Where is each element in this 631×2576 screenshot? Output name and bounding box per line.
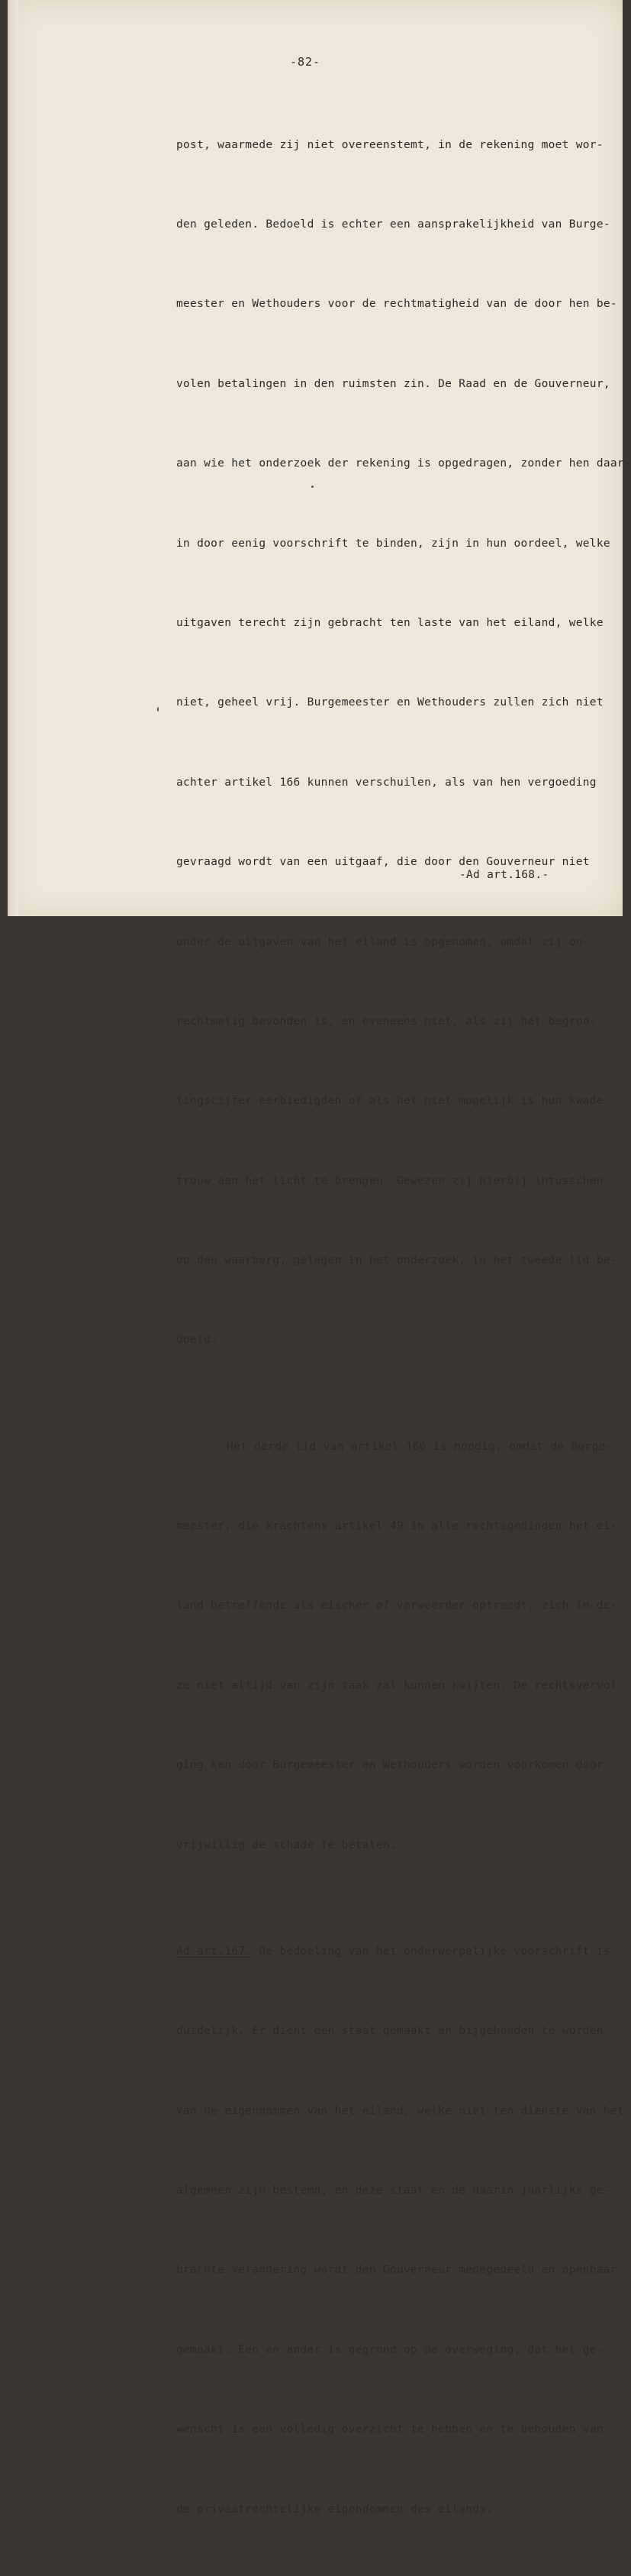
text-line: land betreffende als eischer of verweerder optreedt, zich in de- [176,1600,617,1612]
text-line: ze niet altijd van zijn taak zal kunnen kwijten. De rechtsvervol- [176,1679,624,1692]
text-line: niet, geheel vrij. Burgemeester en Wethouders zullen zich niet [176,696,604,709]
text-line: in door eenig voorschrift te binden, zijn in hun oordeel, welke [176,537,610,550]
text-line: onder de uitgaven van het eiland is opgenomen, omdat zij on- [176,935,590,948]
paper-speck [311,486,314,488]
text-line: den geleden. Bedoeld is echter een aansprakelijkheid van Burge- [176,218,610,231]
text-line: aan wie het onderzoek der rekening is opgedragen, zonder hen daar- [176,457,631,470]
section-first-line [176,1938,611,1965]
text-line: meester, die krachtens artikel 49 in alle rechtsgedingen het ei- [176,1520,617,1533]
text-line: wenscht is een volledig overzicht te hebben en te behouden van [176,2423,604,2436]
text-line: uitgaven terecht zijn gebracht ten laste van het eiland, welke [176,616,604,629]
text-line: volen betalingen in den ruimsten zin. De Raad en de Gouverneur, [176,377,610,390]
section-first-line-rest: De bedoeling van het onderwerpelijke voorschrift is [252,1945,610,1958]
text-line: de privaatrechtelijke eigendommen des eilands. [176,2503,494,2516]
text-line: brachte verandering wordt den Gouverneur medegedeeld en openbaar [176,2264,617,2277]
text-line: trouw aan het licht te brengen. Gewezen zij hierbij intusschen [176,1174,604,1187]
document-page [8,0,631,2516]
catchword: -Ad art.168.- [459,869,549,881]
text-line: algemeen zijn bestemd, en deze staat en de daarin jaarlijks ge- [176,2184,610,2197]
body-text [176,79,631,2576]
text-line: meester en Wethouders voor de rechtmatigheid van de door hen be- [176,298,617,311]
text-line: ging kan door Burgemeester en Wethouders worden voorkomen door [176,1759,604,1772]
text-line: rechtmatig bevonden is, en eveneens niet, als zij het begroo- [176,1015,597,1028]
section-heading: Ad art.167. [176,1945,253,1958]
text-line: tingscijfer eerbiedigden of als het niet mogelijk is hun kwade [176,1095,604,1108]
text-line: van de eigendommen van het eiland, welke niet ten dienste van het [176,2104,624,2117]
paper-speck [157,707,159,712]
text-line: post, waarmede zij niet overeenstemt, in de rekening moet wor- [176,138,604,151]
text-line: doeld. [176,1334,218,1347]
text-line: Het derde lid van artikel 166 is noodig, omdat de Burge- [227,1440,613,1453]
text-line: gevraagd wordt van een uitgaaf, die door den Gouverneur niet [176,856,590,869]
binding-edge [8,0,18,916]
text-line: gemaakt. Een en ander is gegrond op de overweging, dat het ge- [176,2343,604,2356]
text-line: achter artikel 166 kunnen verschuilen, als van hen vergoeding [176,776,597,789]
page-number: -82- [289,55,321,69]
text-line: op den waarborg, gelegen in het onderzoek, in het tweede lid be- [176,1254,617,1267]
text-line: duidelijk. Er dient een staat gemaakt en bijgehouden te worden [176,2025,604,2038]
text-line: vrijwillig de schade te betalen. [176,1838,397,1851]
